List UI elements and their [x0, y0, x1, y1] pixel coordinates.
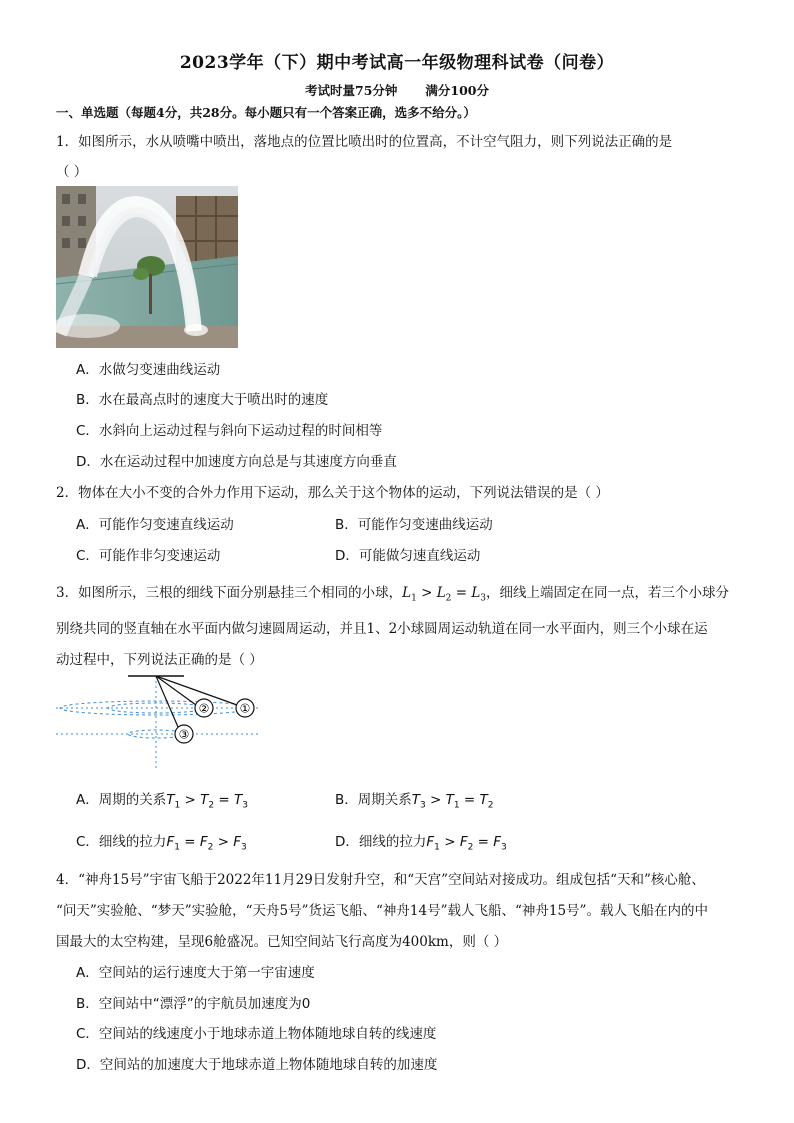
fountain-photo: [56, 186, 238, 348]
section-heading: 一、单选题（每题4分，共28分。每小题只有一个答案正确，选多不给分。）: [56, 105, 476, 120]
q3-stem-a: 3．如图所示，三根的细线下面分别悬挂三个相同的小球，: [56, 585, 403, 601]
q2-stem: 2．物体在大小不变的合外力作用下运动，那么关于这个物体的运动，下列说法错误的是（ ）: [56, 485, 609, 501]
q2-option-d: D．可能做匀速直线运动: [335, 548, 481, 564]
q3-length-relation: $L_1 > L_2 = L_3$: [402, 585, 487, 604]
q3-stem-b: ，细线上端固定在同一点，若三个小球分: [486, 585, 730, 601]
q2-option-c: C．可能作非匀变速运动: [76, 548, 221, 564]
q2-option-a: A．可能作匀变速直线运动: [76, 517, 234, 533]
q2-option-b: B．可能作匀变速曲线运动: [335, 517, 493, 533]
ball-3-label: ③: [178, 727, 190, 742]
q4-option-b: B．空间站中“漂浮”的宇航员加速度为0: [76, 996, 311, 1012]
q3-option-b: B．周期关系$T_3 > T_1 = T_2$: [335, 792, 494, 811]
q3-option-c: C．细线的拉力$F_1 = F_2 > F_3$: [76, 834, 247, 853]
ball-2-label: ②: [198, 701, 210, 716]
q3-option-a: A．周期的关系$T_1 > T_2 = T_3$: [76, 792, 249, 811]
q4-stem-line2: “问天”实验舱、“梦天”实验舱，“天舟5号”货运飞船、“神舟14号”载人飞船、“神舟15号”。载人飞船在内的中: [56, 903, 708, 919]
q1-blank: （ ）: [56, 164, 88, 180]
page-title: 2023学年（下）期中考试高一年级物理科试卷（问卷）: [179, 53, 615, 73]
q1-stem: 1．如图所示，水从喷嘴中喷出，落地点的位置比喷出时的位置高，不计空气阻力，则下列说法正确的是: [56, 134, 673, 150]
pendulum-diagram: [56, 672, 266, 772]
q1-option-c: C．水斜向上运动过程与斜向下运动过程的时间相等: [76, 423, 383, 439]
exam-info: [0, 81, 794, 99]
q3-stem-line3: 动过程中，下列说法正确的是（ ）: [56, 652, 263, 668]
q4-option-d: D．空间站的加速度大于地球赤道上物体随地球自转的加速度: [76, 1057, 438, 1073]
q1-option-b: B．水在最高点时的速度大于喷出时的速度: [76, 392, 329, 408]
q3-stem-line1: [56, 581, 729, 604]
q4-option-a: A．空间站的运行速度大于第一宇宙速度: [76, 965, 315, 981]
exam-score: 满分100分: [425, 83, 489, 98]
exam-time: 考试时量75分钟: [305, 83, 398, 98]
q4-stem-line3: 国最大的太空构建，呈现6舱盛况。已知空间站飞行高度为400km，则（ ）: [56, 934, 508, 950]
q3-option-d: D．细线的拉力$F_1 > F_2 = F_3$: [335, 834, 507, 853]
q4-option-c: C．空间站的线速度小于地球赤道上物体随地球自转的线速度: [76, 1026, 437, 1042]
q1-option-a: A．水做匀变速曲线运动: [76, 362, 221, 378]
q1-option-d: D．水在运动过程中加速度方向总是与其速度方向垂直: [76, 454, 397, 470]
q4-stem-line1: 4．“神舟15号”宇宙飞船于2022年11月29日发射升空，和“天宫”空间站对接成功。组成包括“天和”核心舱、: [56, 872, 705, 888]
q3-stem-line2: 别绕共同的竖直轴在水平面内做匀速圆周运动，并且1、2小球圆周运动轨道在同一水平面内，则三个小球在运: [56, 621, 708, 637]
ball-1-label: ①: [239, 701, 251, 716]
